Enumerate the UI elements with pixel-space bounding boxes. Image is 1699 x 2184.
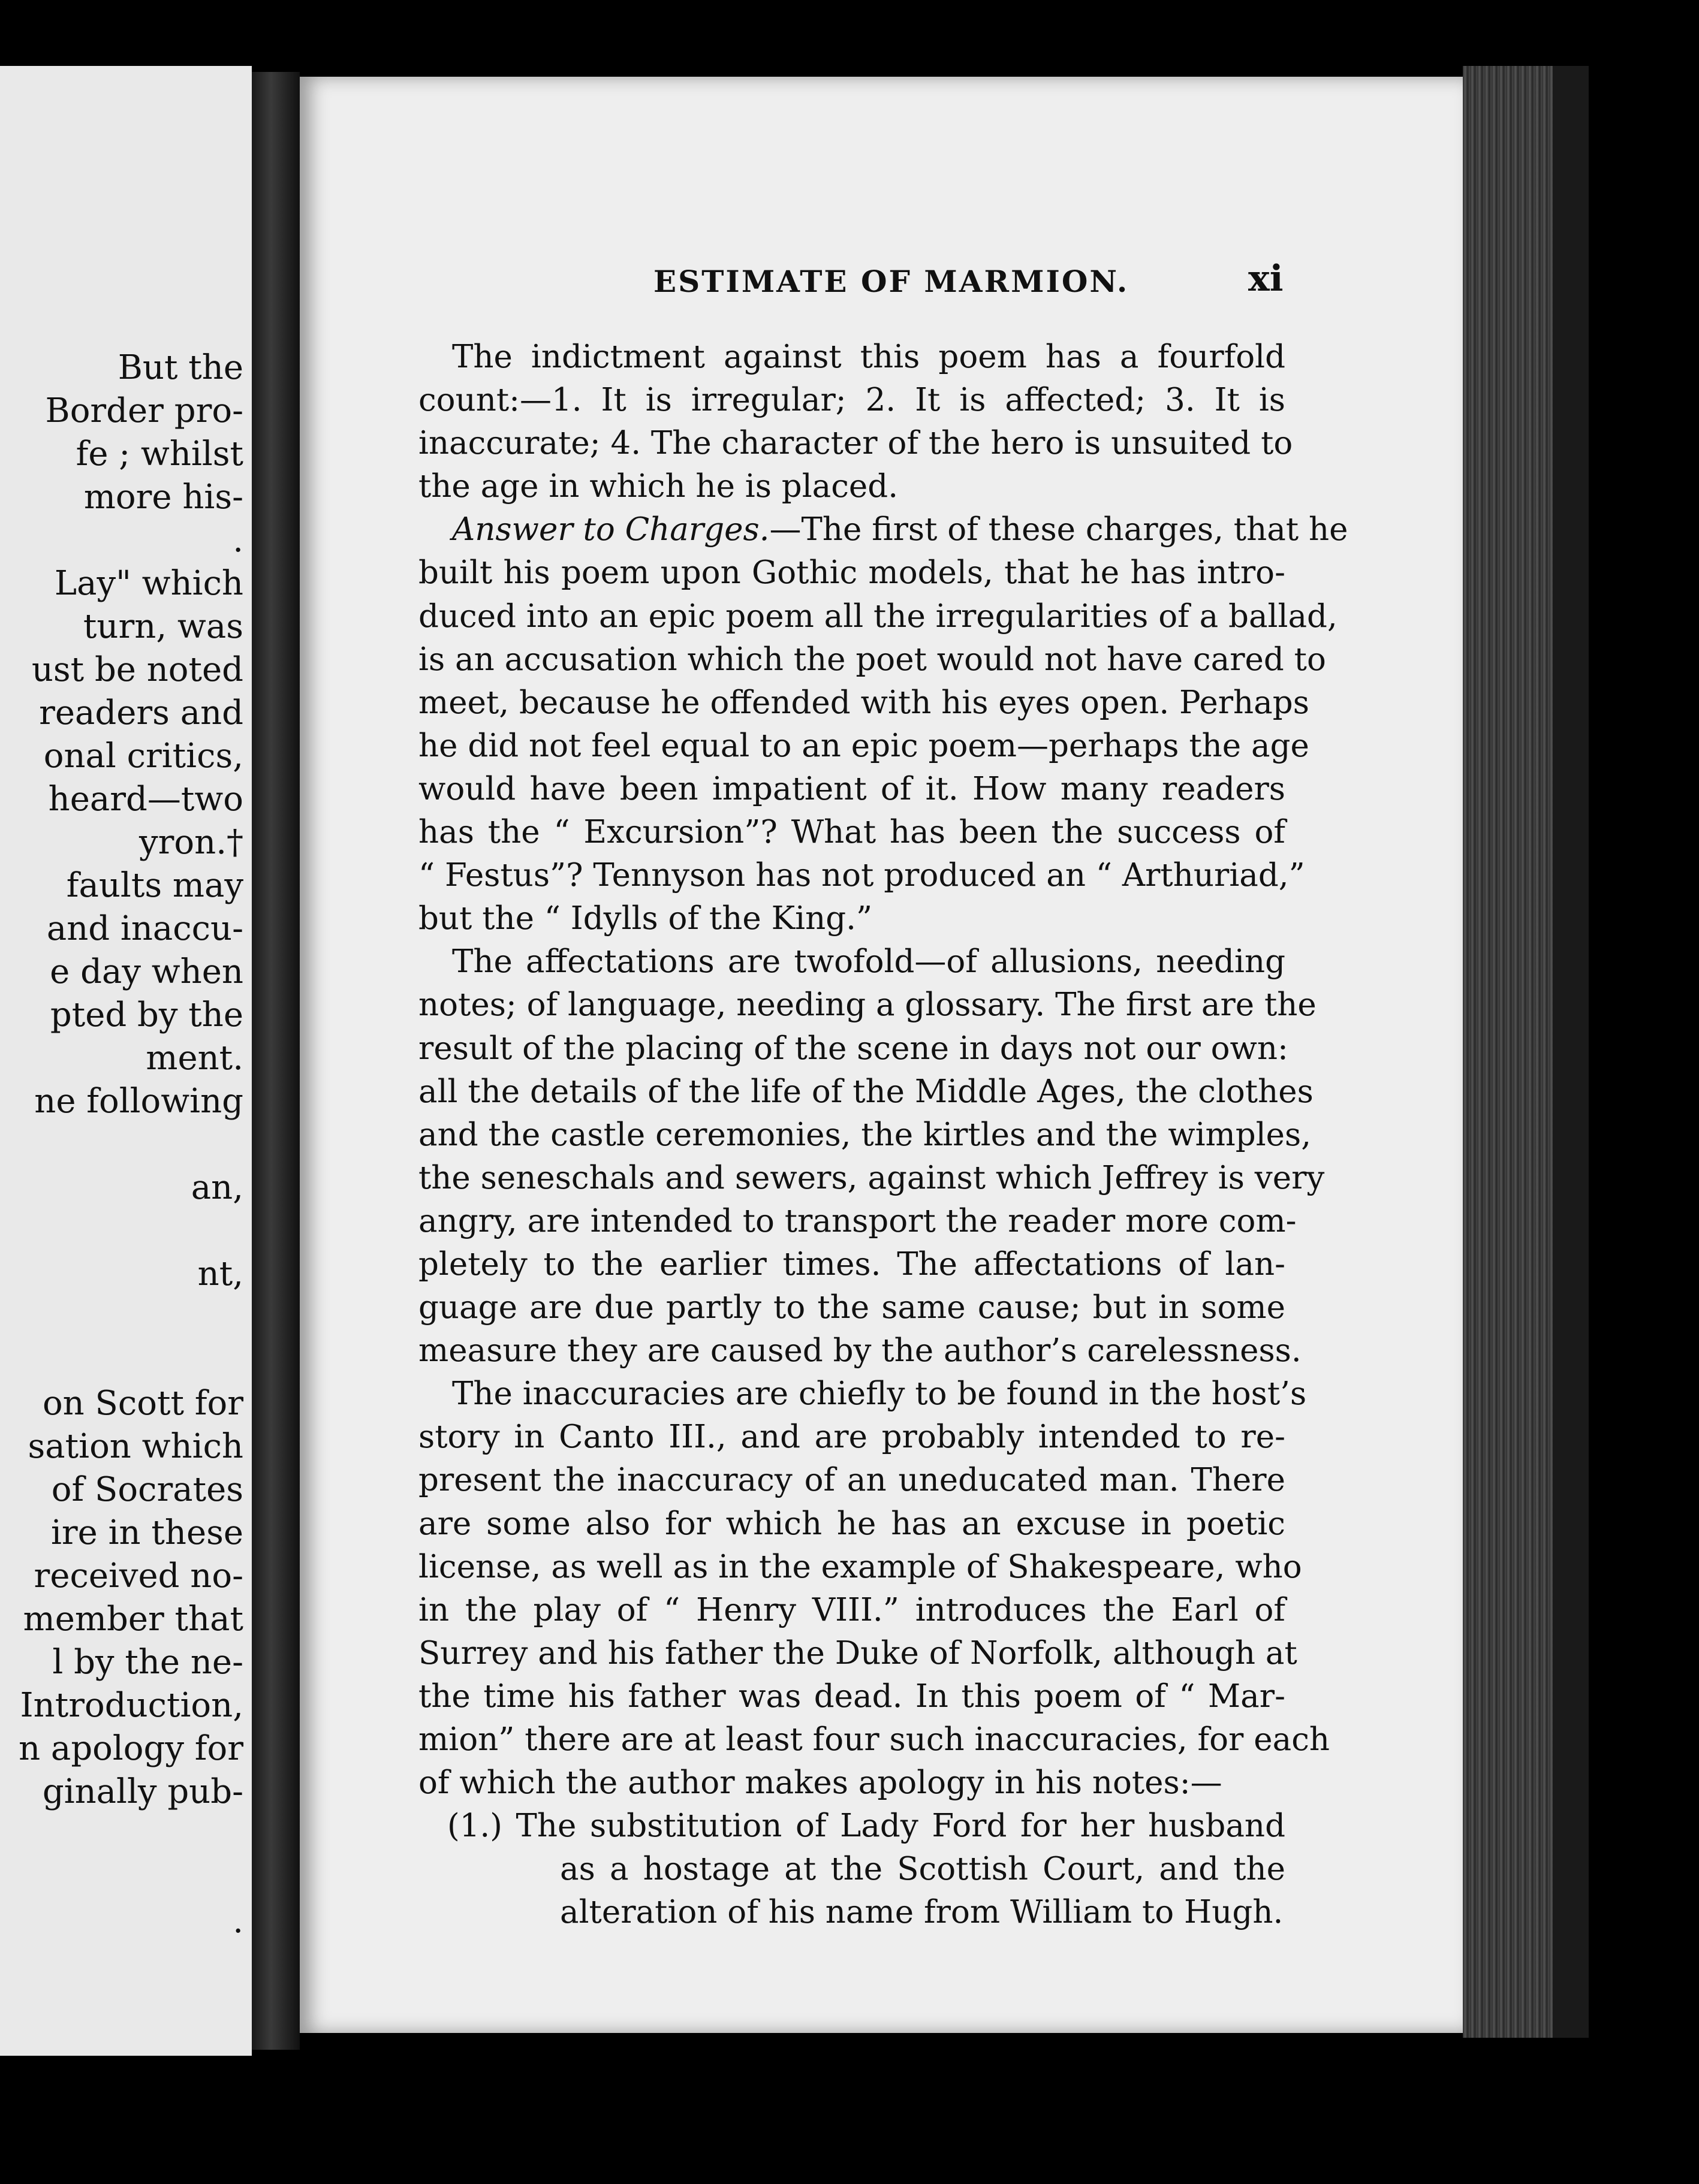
text-line: has the “ Excursion”? What has been the success of xyxy=(418,814,1285,851)
text-line: “ Festus”? Tennyson has not produced an “ Arthuriad,” xyxy=(418,857,1305,894)
left-page-line: But the xyxy=(118,348,243,387)
body-text xyxy=(418,336,1348,1934)
text-line: The indictment against this poem has a fourfold xyxy=(452,339,1285,375)
text-line: alteration of his name from William to Hugh. xyxy=(560,1894,1284,1931)
left-page-line: ment. xyxy=(146,1039,243,1078)
left-page-line xyxy=(0,1296,252,1339)
left-page-line: on Scott for xyxy=(42,1384,243,1423)
numbered-item-1 xyxy=(418,1805,1285,1934)
left-page-line: Introduction, xyxy=(20,1686,243,1725)
text-line: inaccurate; 4. The character of the hero is unsuited to xyxy=(418,425,1293,462)
text-line: measure they are caused by the author’s carelessness. xyxy=(418,1332,1302,1369)
text-line: mion” there are at least four such inaccuracies, for each xyxy=(418,1721,1330,1758)
left-page-line: member that xyxy=(23,1600,243,1639)
paragraph-2 xyxy=(418,508,1348,940)
left-page-line: ire in these xyxy=(51,1513,243,1552)
left-page-line: ust be noted xyxy=(31,650,243,689)
page-number: xi xyxy=(1248,258,1284,300)
paragraph-3 xyxy=(418,940,1325,1372)
text-line: story in Canto III., and are probably intended to re- xyxy=(418,1419,1285,1456)
left-page-line xyxy=(0,1209,252,1253)
left-page-line: fe ; whilst xyxy=(76,435,243,473)
text-line xyxy=(418,508,1348,551)
page-edge-shadow xyxy=(1553,66,1589,2038)
text-line: and the castle ceremonies, the kirtles and the wimples, xyxy=(418,1116,1312,1153)
left-page-line: Lay" which xyxy=(54,564,243,603)
text-line: meet, because he offended with his eyes open. Perhaps xyxy=(418,684,1309,721)
left-page-line: sation which xyxy=(28,1427,243,1466)
text-line: Surrey and his father the Duke of Norfolk, although at xyxy=(418,1634,1297,1672)
left-page-line: of Socrates xyxy=(51,1470,243,1509)
text-line: would have been impatient of it. How many readers xyxy=(418,770,1285,807)
text-line: of which the author makes apology in his notes:— xyxy=(418,1764,1222,1802)
text-line: count:—1. It is irregular; 2. It is affected; 3. It is xyxy=(418,382,1285,419)
left-page-line: and inaccu- xyxy=(46,909,243,948)
text-line: angry, are intended to transport the reader more com- xyxy=(418,1202,1297,1239)
text-line: is an accusation which the poet would not have cared to xyxy=(418,641,1326,678)
left-page-line: more his- xyxy=(83,478,243,517)
left-page-line: heard—two xyxy=(48,780,243,819)
left-page-line: an, xyxy=(191,1168,243,1207)
left-page-line: e day when xyxy=(50,952,243,991)
left-page xyxy=(0,66,252,2056)
left-page-line xyxy=(0,1857,252,1900)
running-head: ESTIMATE OF MARMION. xyxy=(653,264,1129,299)
left-page-line xyxy=(0,1123,252,1166)
text-line: present the inaccuracy of an uneducated man. There xyxy=(418,1462,1285,1499)
book-gutter xyxy=(252,72,300,2050)
paragraph-1 xyxy=(418,336,1293,508)
text-line: result of the placing of the scene in days not our own: xyxy=(418,1030,1288,1067)
text-line: built his poem upon Gothic models, that he has intro- xyxy=(418,554,1285,592)
text-line: the age in which he is placed. xyxy=(418,468,899,505)
left-page-line: ne following xyxy=(34,1082,243,1121)
left-page-line: yron.† xyxy=(139,823,243,862)
left-page-line: . xyxy=(233,521,243,560)
left-page-line xyxy=(0,1814,252,1857)
left-page-text xyxy=(0,346,252,1943)
left-page-line: faults may xyxy=(66,866,243,905)
text-line: the seneschals and sewers, against which Jeffrey is very xyxy=(418,1159,1325,1196)
text-line: notes; of language, needing a glossary. The first are the xyxy=(418,987,1317,1024)
text-line: The affectations are twofold—of allusions, needing xyxy=(452,943,1285,981)
text-line: all the details of the life of the Middle Ages, the clothes xyxy=(418,1073,1314,1110)
left-page-line: turn, was xyxy=(83,607,243,646)
text-line: The inaccuracies are chiefly to be found in the host’s xyxy=(452,1375,1307,1413)
text-line: are some also for which he has an excuse in poetic xyxy=(418,1505,1285,1542)
left-page-line: readers and xyxy=(39,693,243,732)
page-edges xyxy=(1463,66,1553,2038)
left-page-line: Border pro- xyxy=(45,391,243,430)
text-line: duced into an epic poem all the irregularities of a ballad, xyxy=(418,598,1337,635)
left-page-line xyxy=(0,1339,252,1382)
left-page-line: l by the ne- xyxy=(52,1643,243,1682)
left-page-line: onal critics, xyxy=(43,737,243,776)
text-line: in the play of “ Henry VIII.” introduces the Earl of xyxy=(418,1591,1285,1628)
text-line: guage are due partly to the same cause; but in some xyxy=(418,1289,1285,1326)
text-line: pletely to the earlier times. The affectations of lan- xyxy=(418,1245,1285,1283)
left-page-line: ginally pub- xyxy=(42,1772,243,1811)
paragraph-4 xyxy=(418,1372,1330,1805)
left-page-line: nt, xyxy=(197,1254,243,1293)
left-page-line: pted by the xyxy=(50,996,243,1034)
text-line: license, as well as in the example of Shakespeare, who xyxy=(418,1548,1302,1585)
left-page-line: . xyxy=(233,1902,243,1941)
text-line: he did not feel equal to an epic poem—perhaps the age xyxy=(418,727,1309,764)
text-line: (1.) The substitution of Lady Ford for her husband xyxy=(447,1808,1285,1845)
text-line: but the “ Idylls of the King.” xyxy=(418,900,873,937)
text-line-rest: —The first of these charges, that he xyxy=(769,511,1348,548)
text-line: the time his father was dead. In this poem of “ Mar- xyxy=(418,1678,1285,1715)
side-heading: Answer to Charges. xyxy=(452,511,770,548)
left-page-line: received no- xyxy=(34,1556,243,1595)
left-page-line: n apology for xyxy=(19,1729,243,1768)
text-line: as a hostage at the Scottish Court, and the xyxy=(560,1851,1285,1888)
